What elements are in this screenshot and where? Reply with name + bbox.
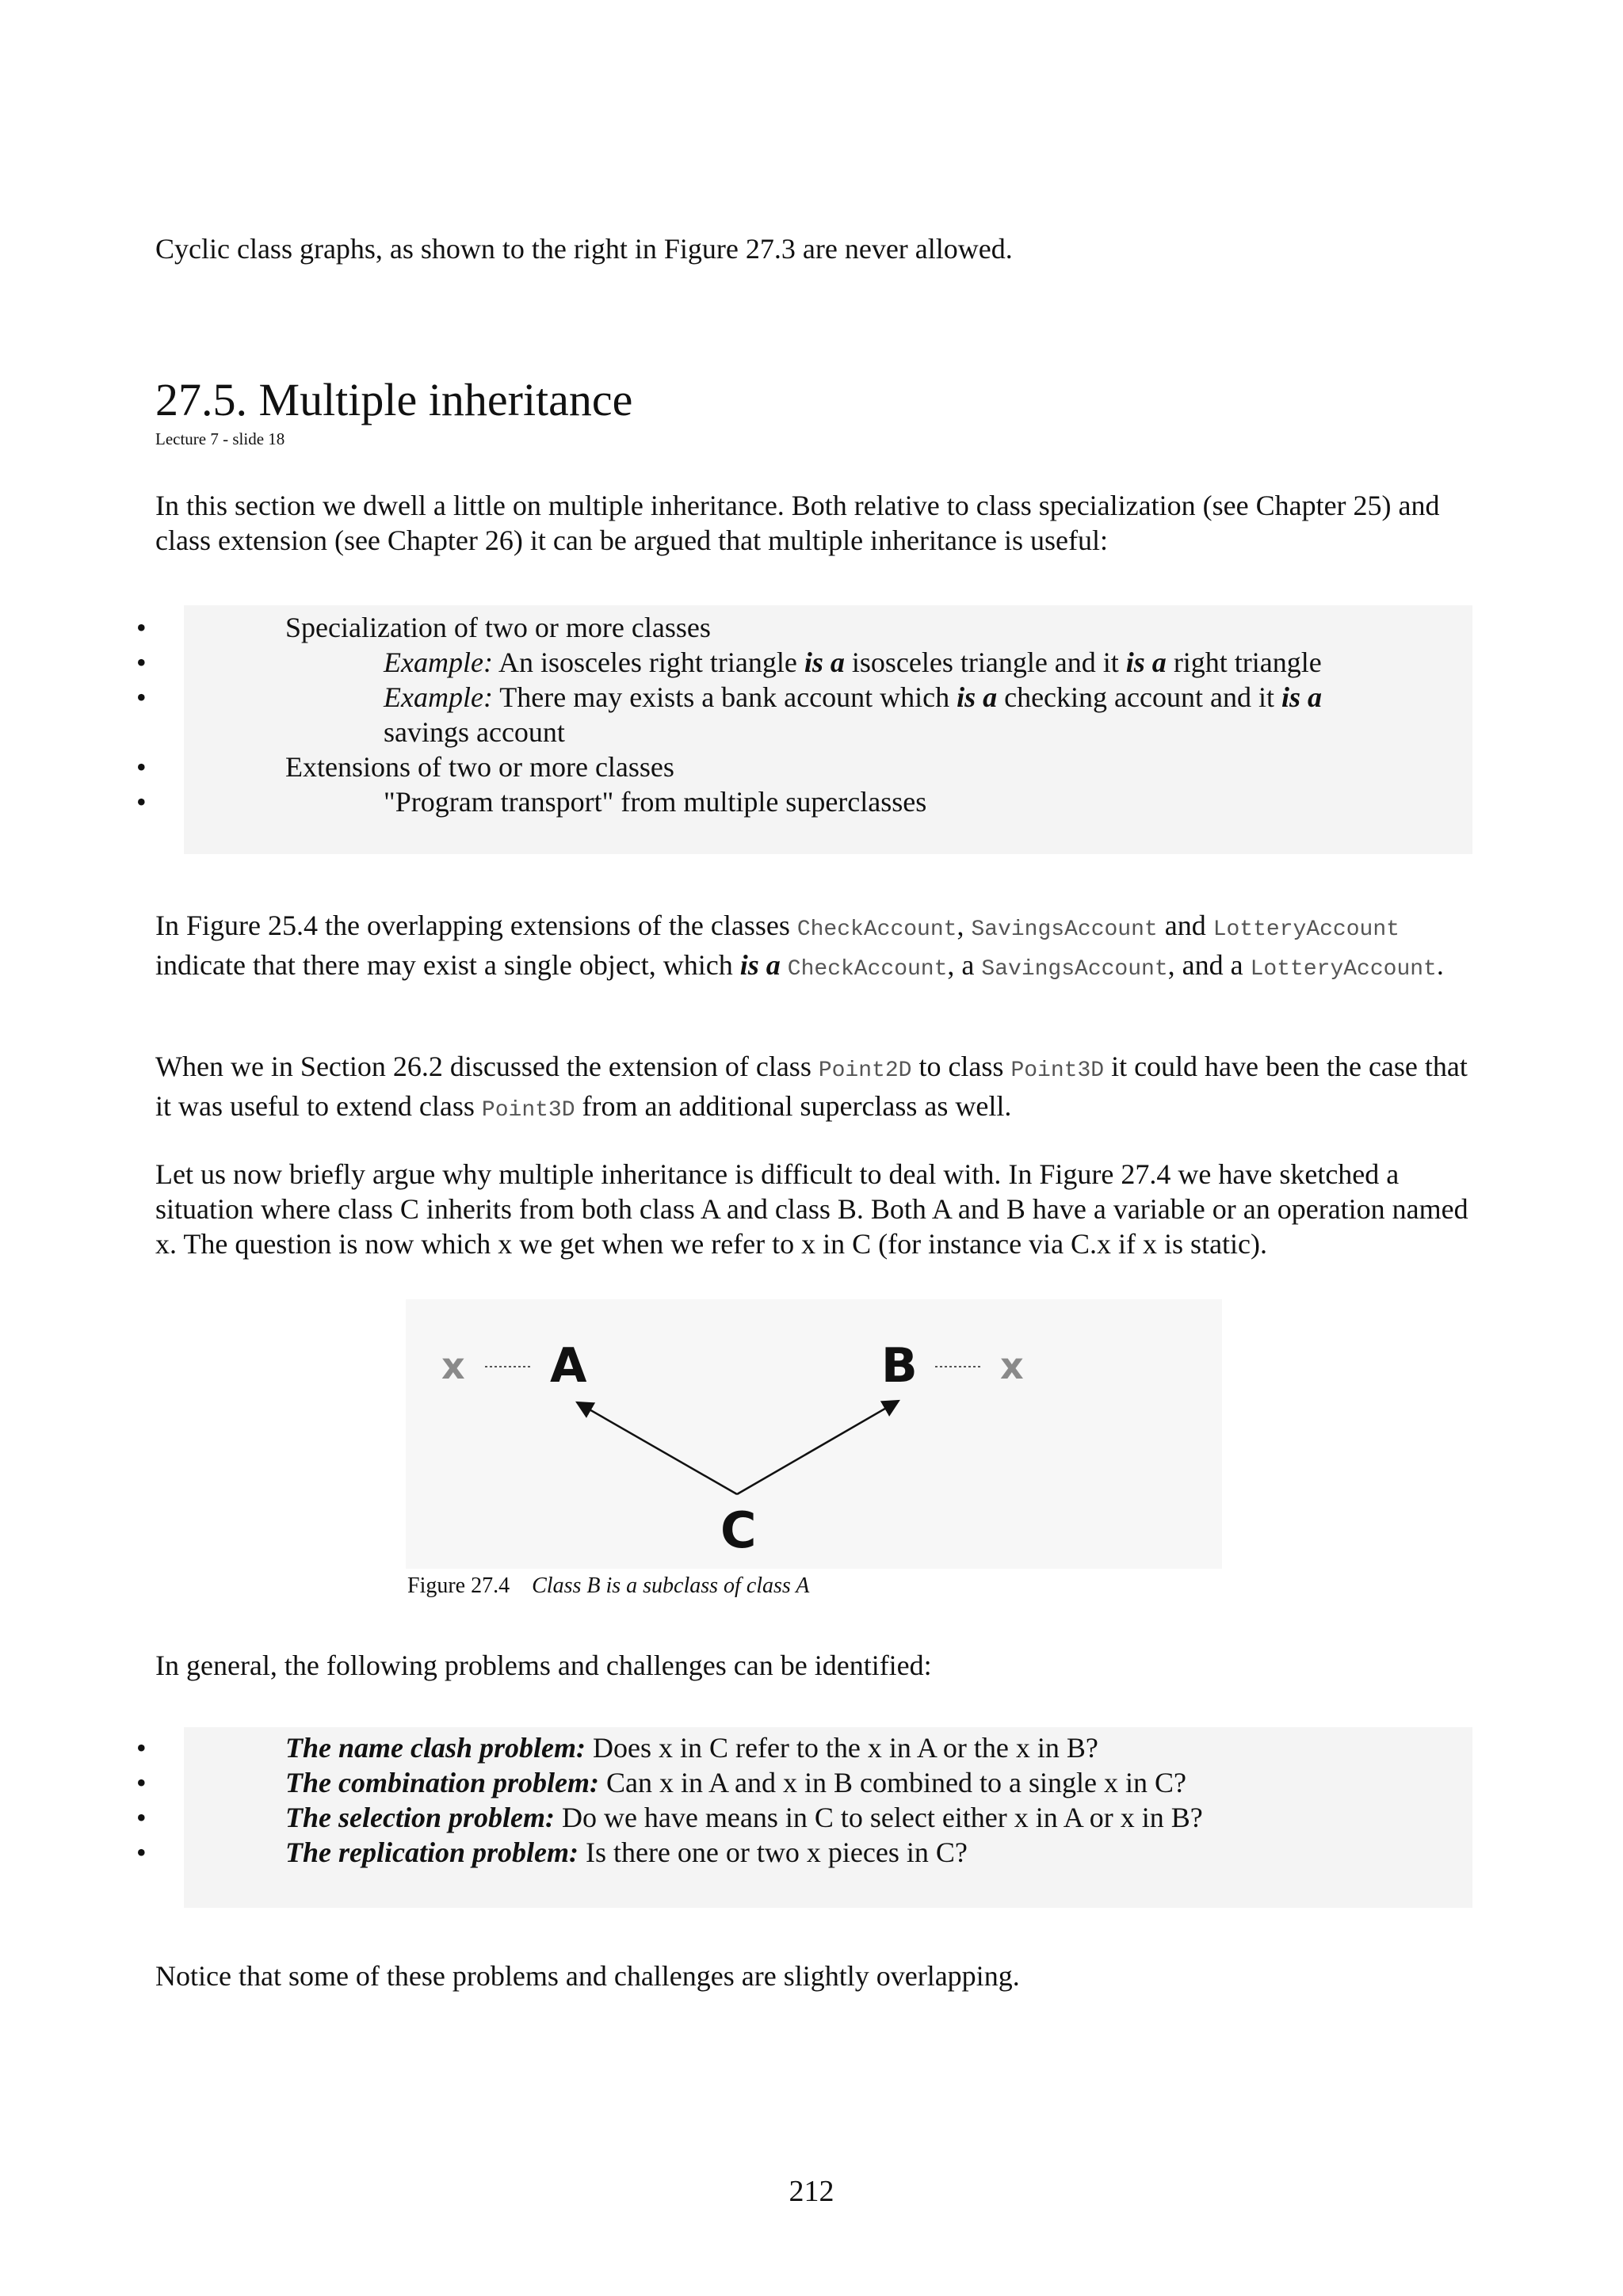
intro-paragraph: Cyclic class graphs, as shown to the right in Figure 27.3 are never allowed. xyxy=(155,233,1013,265)
usefulness-box xyxy=(184,605,1472,854)
inheritance-figure xyxy=(406,1299,1222,1569)
problems-intro-paragraph: In general, the following problems and challenges can be identified: xyxy=(155,1650,932,1681)
section-subheading: Lecture 7 - slide 18 xyxy=(155,429,285,448)
closing-paragraph: Notice that some of these problems and challenges are slightly overlapping. xyxy=(155,1960,1020,1992)
figure-caption: Figure 27.4 Class B is a subclass of class A xyxy=(407,1573,810,1598)
list-item: "Program transport" from multiple superclasses xyxy=(384,786,927,818)
problem-item: The selection problem: Do we have means in C to select either x in A or x in B? xyxy=(285,1802,1203,1833)
node-a: A xyxy=(550,1338,587,1394)
list-item: Specialization of two or more classes xyxy=(285,612,711,643)
section-heading: 27.5. Multiple inheritance xyxy=(155,374,633,425)
variable-x-left: x xyxy=(441,1344,465,1387)
accounts-paragraph: In Figure 25.4 the overlapping extensions of the classes CheckAccount, SavingsAccount and LotteryAccount indicate that there may exist a single object, which is a CheckAccount, a SavingsAccount, and a LotteryAccount. xyxy=(155,910,1444,982)
difficulty-paragraph: Let us now briefly argue why multiple inheritance is difficult to deal with. In Figure 27.4 we have sketched a situation where class C inherits from both class A and class B. Both A and B have a variable or an operation named x. The question is now which x we get when we refer to x in C (for instance via C.x if x is static). xyxy=(155,1158,1468,1260)
problem-item: The combination problem: Can x in A and x in B combined to a single x in C? xyxy=(285,1767,1186,1798)
intro-multiple-inheritance-paragraph: In this section we dwell a little on multiple inheritance. Both relative to class specialization (see Chapter 25) and class extension (see Chapter 26) it can be argued that multiple inheritance is useful: xyxy=(155,490,1440,556)
list-item: Example: An isosceles right triangle is a isosceles triangle and it is a right triangle xyxy=(384,646,1322,678)
variable-x-right: x xyxy=(1000,1344,1024,1387)
inheritance-diagram xyxy=(406,1299,1222,1569)
arrow-c-to-b xyxy=(737,1401,899,1494)
node-c: C xyxy=(720,1501,757,1559)
arrow-c-to-a xyxy=(577,1402,737,1494)
node-b: B xyxy=(881,1338,918,1394)
page-number: 212 xyxy=(789,2175,834,2208)
list-item: Extensions of two or more classes xyxy=(285,751,674,783)
problem-item: The replication problem: Is there one or two x pieces in C? xyxy=(285,1836,968,1868)
problem-item: The name clash problem: Does x in C refer to the x in A or the x in B? xyxy=(285,1732,1098,1764)
list-item: Example: There may exists a bank account which is a checking account and it is a savings account xyxy=(384,681,1322,748)
problems-box xyxy=(184,1727,1472,1908)
points-paragraph: When we in Section 26.2 discussed the extension of class Point2D to class Point3D it could have been the case that it was useful to extend class Point3D from an additional superclass as well. xyxy=(155,1051,1468,1123)
